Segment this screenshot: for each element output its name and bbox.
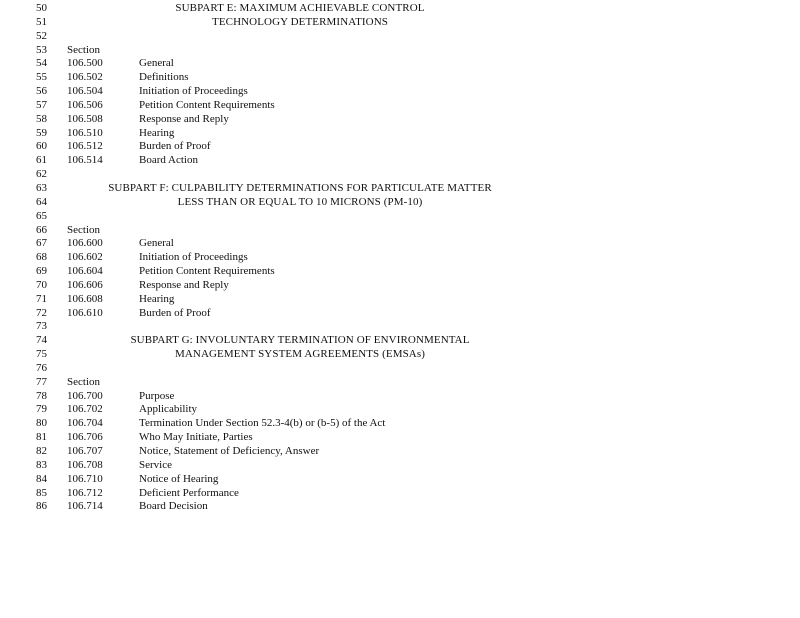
document-line — [0, 85, 800, 99]
line-number: 78 — [36, 389, 47, 402]
section-title: Notice of Hearing — [139, 472, 219, 485]
section-column-label: Section — [67, 43, 100, 56]
section-title: General — [139, 57, 174, 70]
section-number: 106.710 — [67, 472, 103, 485]
line-number: 77 — [36, 375, 47, 388]
document-line — [0, 459, 800, 473]
line-number: 80 — [36, 417, 47, 430]
section-title: Petition Content Requirements — [139, 265, 275, 278]
section-title: Initiation of Proceedings — [139, 85, 248, 98]
document-line — [0, 362, 800, 376]
section-title: Hearing — [139, 292, 175, 305]
subpart-heading: MANAGEMENT SYSTEM AGREEMENTS (EMSAs) — [175, 348, 425, 361]
document-line — [0, 376, 800, 390]
document-line — [0, 390, 800, 404]
line-number: 53 — [36, 43, 47, 56]
document-line — [0, 293, 800, 307]
document-line — [0, 487, 800, 501]
document-line — [0, 57, 800, 71]
document-line — [0, 473, 800, 487]
line-number: 86 — [36, 500, 47, 513]
section-number: 106.514 — [67, 154, 103, 167]
document-line — [0, 500, 800, 514]
section-number: 106.702 — [67, 403, 103, 416]
line-number: 71 — [36, 292, 47, 305]
section-number: 106.512 — [67, 140, 103, 153]
line-number: 68 — [36, 251, 47, 264]
line-number: 55 — [36, 71, 47, 84]
section-number: 106.707 — [67, 445, 103, 457]
section-title: Definitions — [139, 71, 189, 84]
line-number: 66 — [36, 223, 47, 236]
line-number: 52 — [36, 29, 47, 42]
section-number: 106.504 — [67, 85, 103, 98]
line-number: 60 — [36, 140, 47, 153]
section-number: 106.706 — [67, 431, 103, 444]
section-title: Service — [139, 458, 172, 471]
document-line — [0, 210, 800, 224]
document-line — [0, 182, 800, 196]
section-title: Notice, Statement of Deficiency, Answer — [139, 445, 320, 457]
line-number: 69 — [36, 265, 47, 278]
section-column-label: Section — [67, 223, 100, 236]
line-number: 84 — [36, 472, 47, 485]
section-number: 106.700 — [67, 389, 103, 402]
section-title: Who May Initiate, Parties — [139, 431, 253, 444]
line-number: 56 — [36, 85, 47, 98]
section-title: Response and Reply — [139, 278, 229, 291]
document-page — [0, 2, 800, 514]
line-number: 62 — [36, 168, 47, 181]
section-title: General — [139, 237, 174, 250]
subpart-heading: SUBPART F: CULPABILITY DETERMINATIONS FOR PARTICULATE MATTER — [108, 181, 492, 194]
section-number: 106.704 — [67, 417, 103, 430]
section-title: Petition Content Requirements — [139, 98, 275, 111]
line-number: 82 — [36, 445, 47, 457]
document-line — [0, 154, 800, 168]
document-line — [0, 265, 800, 279]
section-title: Initiation of Proceedings — [139, 251, 248, 264]
section-number: 106.610 — [67, 306, 103, 319]
line-number: 79 — [36, 403, 47, 416]
section-number: 106.506 — [67, 98, 103, 111]
document-line — [0, 307, 800, 321]
line-number: 81 — [36, 431, 47, 444]
subpart-heading: LESS THAN OR EQUAL TO 10 MICRONS (PM-10) — [177, 195, 423, 208]
line-number: 70 — [36, 278, 47, 291]
document-line — [0, 30, 800, 44]
section-number: 106.708 — [67, 458, 103, 471]
document-line — [0, 140, 800, 154]
line-number: 75 — [36, 348, 47, 361]
section-number: 106.714 — [67, 500, 103, 513]
document-line — [0, 348, 800, 362]
document-line — [0, 168, 800, 182]
line-number: 74 — [36, 334, 47, 347]
line-number: 65 — [36, 209, 47, 222]
line-number: 73 — [36, 320, 47, 333]
section-title: Termination Under Section 52.3-4(b) or (b-5) of the Act — [139, 417, 386, 430]
subpart-heading: SUBPART E: MAXIMUM ACHIEVABLE CONTROL — [175, 2, 425, 14]
document-line — [0, 431, 800, 445]
document-line — [0, 2, 800, 16]
subpart-heading: SUBPART G: INVOLUNTARY TERMINATION OF ENVIRONMENTAL — [130, 334, 470, 347]
section-number: 106.508 — [67, 112, 103, 125]
section-title: Burden of Proof — [139, 140, 211, 153]
section-number: 106.500 — [67, 57, 103, 70]
line-number: 57 — [36, 98, 47, 111]
section-number: 106.502 — [67, 71, 103, 84]
line-number: 61 — [36, 154, 47, 167]
section-number: 106.712 — [67, 486, 103, 499]
section-title: Hearing — [139, 126, 175, 139]
subpart-heading: TECHNOLOGY DETERMINATIONS — [212, 15, 388, 28]
document-line — [0, 99, 800, 113]
section-number: 106.602 — [67, 251, 103, 264]
section-number: 106.510 — [67, 126, 103, 139]
line-number: 72 — [36, 306, 47, 319]
section-number: 106.604 — [67, 265, 103, 278]
section-title: Board Action — [139, 154, 198, 167]
document-line — [0, 445, 800, 459]
section-number: 106.606 — [67, 278, 103, 291]
document-line — [0, 196, 800, 210]
section-title: Response and Reply — [139, 112, 229, 125]
document-line — [0, 71, 800, 85]
document-line — [0, 16, 800, 30]
section-number: 106.608 — [67, 292, 103, 305]
section-number: 106.600 — [67, 237, 103, 250]
line-number: 58 — [36, 112, 47, 125]
section-title: Deficient Performance — [139, 486, 239, 499]
document-line — [0, 113, 800, 127]
line-number: 67 — [36, 237, 47, 250]
document-line — [0, 417, 800, 431]
document-line — [0, 127, 800, 141]
line-number: 85 — [36, 486, 47, 499]
document-line — [0, 403, 800, 417]
document-line — [0, 334, 800, 348]
section-title: Board Decision — [139, 500, 208, 513]
document-line — [0, 44, 800, 58]
section-title: Applicability — [139, 403, 198, 416]
section-title: Purpose — [139, 389, 175, 402]
line-number: 54 — [36, 57, 47, 70]
document-line — [0, 237, 800, 251]
document-line — [0, 320, 800, 334]
document-line — [0, 224, 800, 238]
document-line — [0, 279, 800, 293]
document-line — [0, 251, 800, 265]
line-number: 63 — [36, 181, 47, 194]
line-number: 59 — [36, 126, 47, 139]
line-number: 76 — [36, 361, 47, 374]
line-number: 83 — [36, 458, 47, 471]
section-title: Burden of Proof — [139, 306, 211, 319]
line-number: 51 — [36, 15, 47, 28]
line-number: 50 — [36, 2, 47, 14]
line-number: 64 — [36, 195, 47, 208]
section-column-label: Section — [67, 375, 100, 388]
